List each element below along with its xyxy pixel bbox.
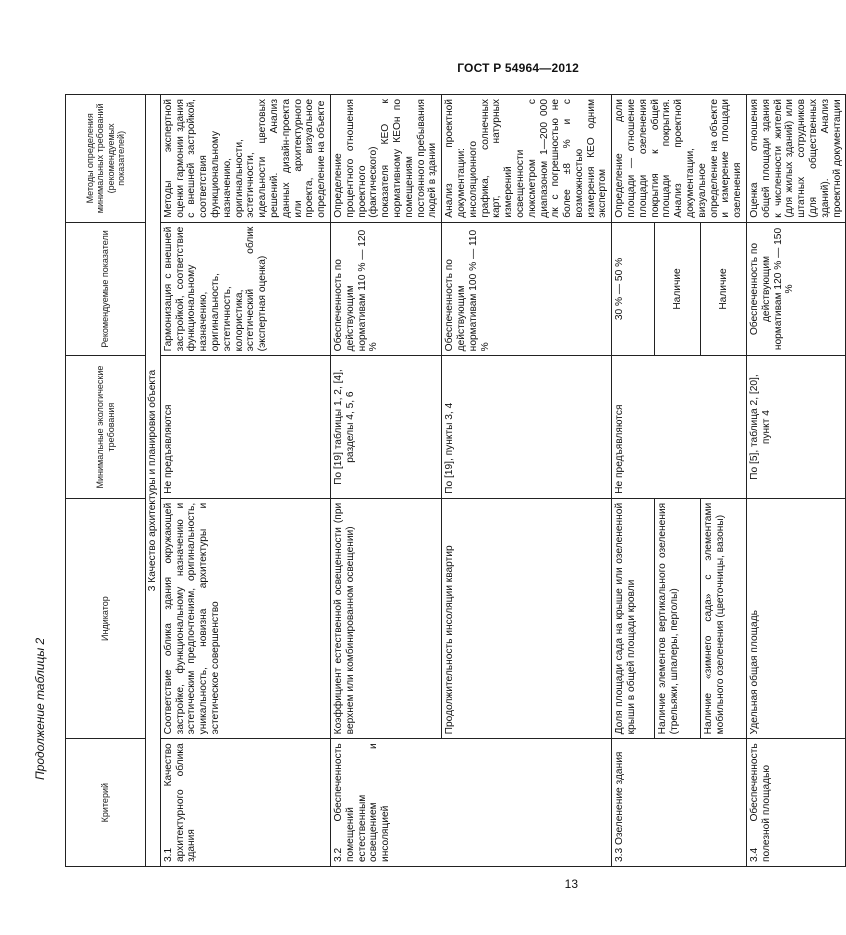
indicator-3-3-c: Наличие «зимнего сада» с элементами мобильного озеленения (цветочницы, вазоны) bbox=[701, 498, 747, 739]
recommended-3-3-b: Наличие bbox=[655, 222, 701, 356]
recommended-3-2-a: Обеспеченность по действующим нормативам 110 % — 120 % bbox=[330, 222, 441, 356]
min-req-3-3: Не предъявляются bbox=[612, 356, 747, 499]
page-number: 13 bbox=[564, 877, 578, 891]
indicator-3-3-a: Доля площади сада на крыше или озелененной крыши в общей площади кровли bbox=[612, 498, 655, 739]
table-row bbox=[747, 95, 846, 867]
recommended-3-1: Гармонизация с внешней застройкой, соответствие функциональному назначению, оригинальность, эстетичность, колористика, эстетический облик (экспертная оценка) bbox=[160, 222, 330, 356]
min-req-3-2-b: По [19], пункты 3, 4 bbox=[442, 356, 612, 499]
section-title: 3 Качество архитектуры и планировки объекта bbox=[146, 95, 161, 867]
table-continuation-label: Продолжение таблицы 2 bbox=[33, 637, 47, 780]
indicator-3-4: Удельная общая площадь bbox=[747, 498, 846, 739]
table-row bbox=[330, 95, 441, 867]
header-min-requirements: Минимальные экологические требования bbox=[66, 356, 146, 499]
recommended-3-3-c: Наличие bbox=[701, 222, 747, 356]
table-header-row bbox=[66, 95, 146, 867]
table-row bbox=[160, 95, 330, 867]
requirements-table bbox=[65, 94, 846, 867]
header-criterion: Критерий bbox=[66, 739, 146, 867]
methods-3-2-b: Анализ проектной документации: инсоляционного графика, солнечных карт, натурных измерений освещенности люксметром с диапазоном 1—200 000 лк с погрешностью не более ±8 % и с возможностью измерения КЕО одним экспертом bbox=[442, 95, 612, 223]
min-req-3-4: По [5], таблица 2, [20], пункт 4 bbox=[747, 356, 846, 499]
criterion-3-2: 3.2 Обеспеченность помещений естественным освещением и инсоляцией bbox=[330, 739, 611, 867]
header-indicator: Индикатор bbox=[66, 498, 146, 739]
recommended-3-3-a: 30 % — 50 % bbox=[612, 222, 655, 356]
criterion-3-3: 3.3 Озеленение здания bbox=[612, 739, 747, 867]
rotated-table-wrapper bbox=[65, 94, 843, 867]
methods-3-4: Оценка отношения общей площади здания к численности жителей (для жилых зданий) или штатных сотрудников (для общественных зданий). Анализ проектной документации bbox=[747, 95, 846, 223]
criterion-3-1: 3.1 Качество архитектурного облика здания bbox=[160, 739, 330, 867]
recommended-3-2-b: Обеспеченность по действующим нормативам 100 % — 110 % bbox=[442, 222, 612, 356]
recommended-3-4: Обеспеченность по действующим нормативам 120 % — 150 % bbox=[747, 222, 846, 356]
table-row bbox=[612, 95, 655, 867]
indicator-3-1: Соответствие облика здания окружающей застройке, функциональному назначению и эстетическим предпочтениям, оригинальность, уникальность, новизна архитектуры и эстетическое совершенство bbox=[160, 498, 330, 739]
section-row bbox=[146, 95, 161, 867]
indicator-3-2-b: Продолжительность инсоляции квартир bbox=[442, 498, 612, 739]
methods-3-3: Определение доли площади — отношение площади озеленения покрытия к общей площади покрытия. Анализ проектной документации, визуальное определение на объекте и измерение площади озеленения bbox=[612, 95, 747, 223]
min-req-3-2-a: По [19] таблицы 1, 2, [4], разделы 4, 5, 6 bbox=[330, 356, 441, 499]
standard-number: ГОСТ Р 54964—2012 bbox=[457, 61, 579, 75]
methods-3-2-a: Определение процентного отношения проектного (фактического) показателя КЕО к нормативному КЕОн по помещениям постоянного пребывания людей в здании bbox=[330, 95, 441, 223]
header-methods: Методы определения минимальных требований (рекомендуемых показателей) bbox=[66, 95, 146, 223]
indicator-3-2-a: Коэффициент естественной освещенности (при верхнем или комбинированном освещении) bbox=[330, 498, 441, 739]
methods-3-1: Методы экспертной оценки гармонии здания с внешней застройкой, соответствия функциональному назначению, оригинальности, эстетичности, идеальности цветовых решений. Анализ данных дизайн-проекта или архитектурного проекта, визуальное определение на объекте bbox=[160, 95, 330, 223]
indicator-3-3-b: Наличие элементов вертикального озеленения (трельяжи, шпалеры, перголы) bbox=[655, 498, 701, 739]
header-recommended: Рекомендуемые показатели bbox=[66, 222, 146, 356]
criterion-3-4: 3.4 Обеспеченность полезной площадью bbox=[747, 739, 846, 867]
min-req-3-1: Не предъявляются bbox=[160, 356, 330, 499]
